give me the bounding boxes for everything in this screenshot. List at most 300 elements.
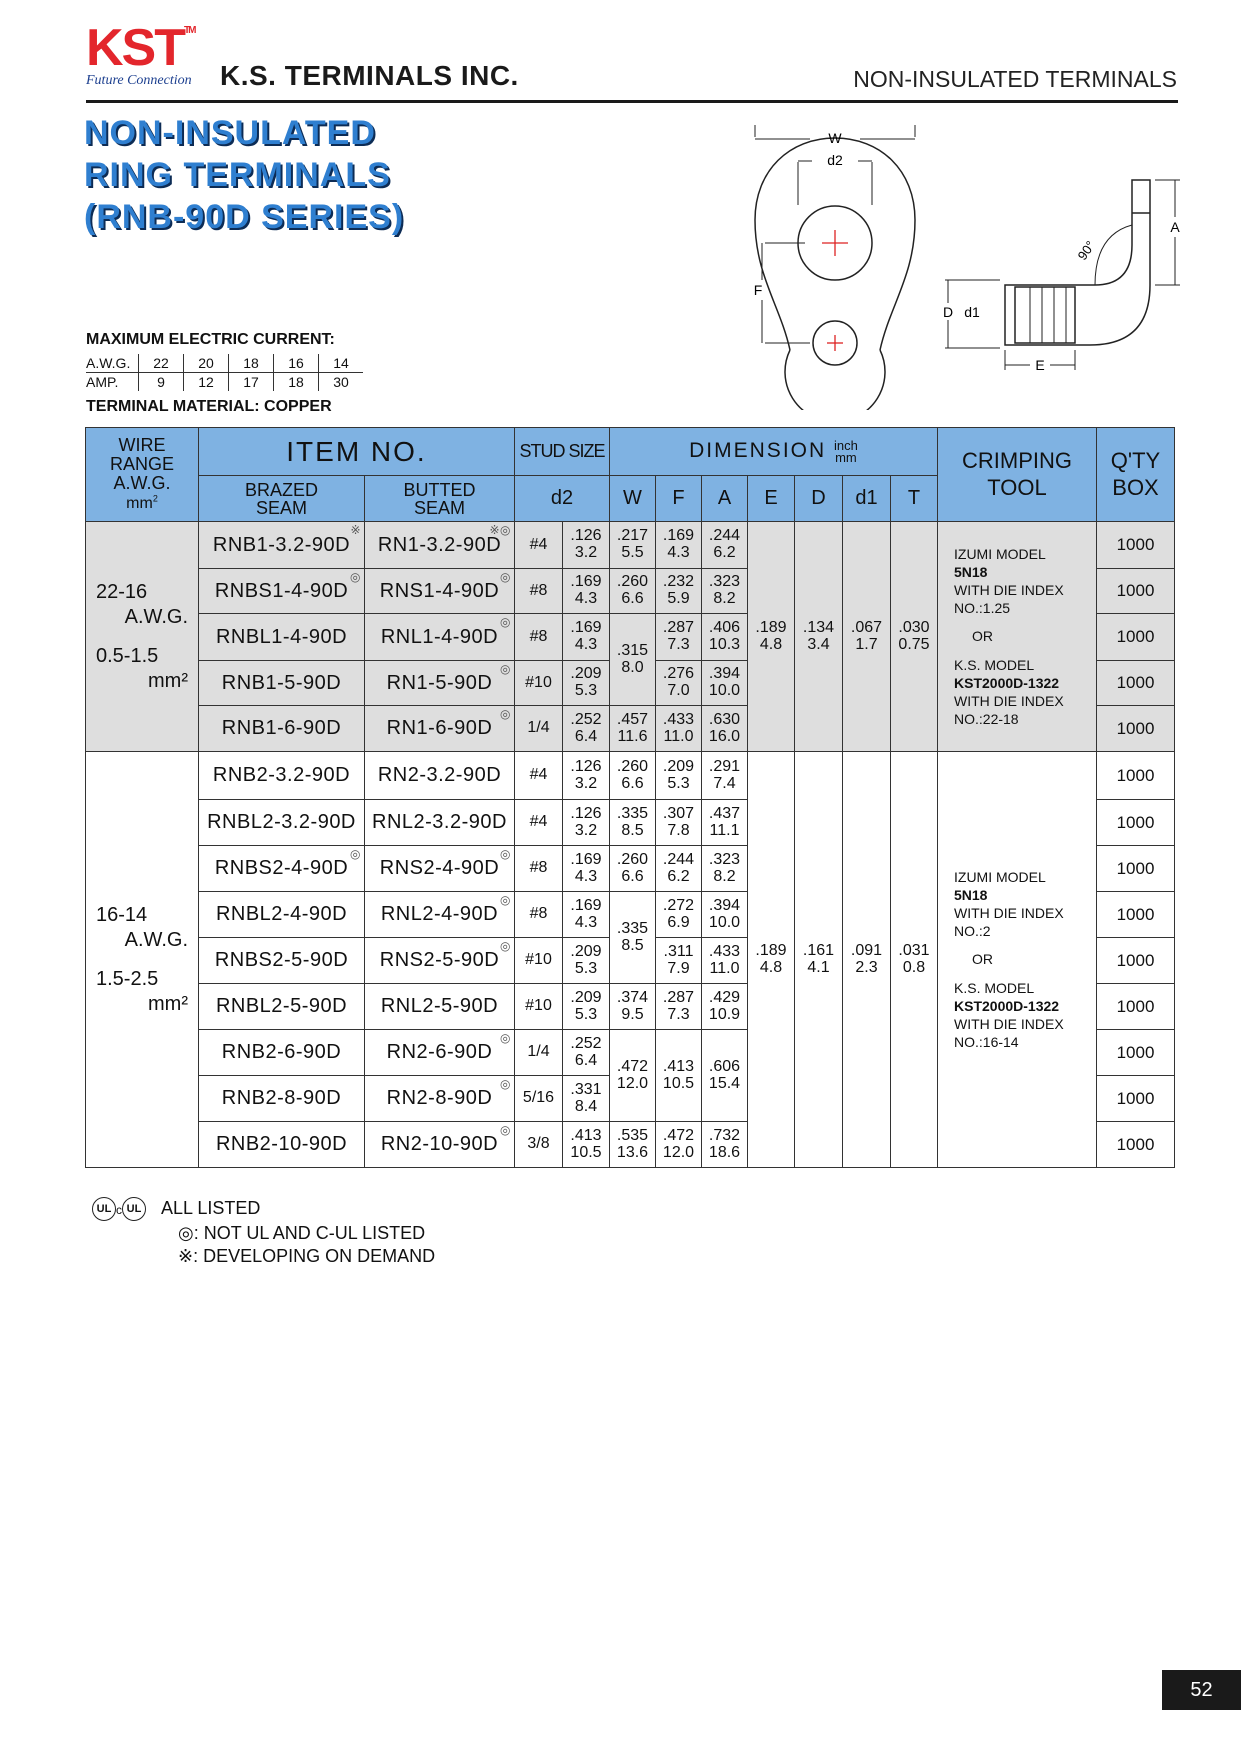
cul-c: c <box>116 1203 122 1217</box>
dim-inch: .260 <box>616 850 649 868</box>
awg-unit: A.W.G. <box>124 605 188 628</box>
item-mark: ◎ <box>500 893 511 907</box>
dim-inch: .433 <box>662 710 695 728</box>
dim-mm: 7.0 <box>667 682 690 699</box>
dim-mm: 6.2 <box>713 544 736 561</box>
dim-inch: .209 <box>570 988 602 1006</box>
dim-mm: 9.5 <box>621 1005 644 1023</box>
label-w: W <box>828 130 842 146</box>
dim-inch: .134 <box>802 618 835 636</box>
dim-inch: .335 <box>616 804 649 822</box>
a-value <box>702 846 748 892</box>
d1-value <box>843 752 891 1168</box>
dim-inch: .406 <box>708 619 741 637</box>
product-table <box>85 427 1175 1168</box>
a-value <box>702 706 748 752</box>
f-value <box>656 938 702 984</box>
mm-unit: mm² <box>148 669 188 692</box>
header-d2: d2 <box>515 476 610 522</box>
w-value <box>610 800 656 846</box>
d2-value <box>563 892 610 938</box>
stud-size: #8 <box>515 569 563 614</box>
a-value <box>702 800 748 846</box>
dim-inch: .630 <box>708 710 741 728</box>
qty-box: 1000 <box>1097 706 1175 752</box>
d2-value <box>563 938 610 984</box>
qty-box: 1000 <box>1097 800 1175 846</box>
qty-box: 1000 <box>1097 752 1175 800</box>
dim-mm: 6.9 <box>667 913 690 931</box>
item-mark: ◎ <box>350 570 361 584</box>
dim-inch: .291 <box>708 757 741 775</box>
dim-inch: .331 <box>570 1080 602 1098</box>
dim-inch: .209 <box>570 942 602 960</box>
dim-mm: 3.2 <box>574 544 598 561</box>
dim-inch: .169 <box>570 850 602 868</box>
dim-mm: 5.3 <box>574 959 598 977</box>
item-mark: ◎ <box>500 570 511 584</box>
butted-item: RNS2-5-90D ◎ <box>365 938 515 984</box>
d2-value <box>563 1076 610 1122</box>
page-title <box>84 112 404 238</box>
title-line-2: RING TERMINALS <box>84 156 391 194</box>
dim-inch: .335 <box>616 919 649 937</box>
header-brazed-seam: BRAZED SEAM <box>199 476 365 522</box>
awg-value: 20 <box>184 354 229 373</box>
item-mark: ◎ <box>500 1123 511 1137</box>
stud-size: #8 <box>515 846 563 892</box>
dim-mm: 11.1 <box>709 821 740 839</box>
dim-inch: .287 <box>662 619 695 637</box>
butted-item: RN2-6-90D ◎ <box>365 1030 515 1076</box>
dim-inch: .244 <box>662 850 695 868</box>
dim-mm: 18.6 <box>708 1143 741 1161</box>
d2-value <box>563 1122 610 1168</box>
a-value <box>702 1122 748 1168</box>
w-value <box>610 569 656 614</box>
tool-line: 5N18 <box>954 563 988 580</box>
d2-value <box>563 569 610 614</box>
dim-inch: .126 <box>570 804 602 822</box>
dim-inch: .413 <box>570 1126 602 1144</box>
dim-mm: 3.2 <box>574 821 598 839</box>
brazed-item: RNB1-5-90D <box>199 661 365 706</box>
legend-not-ul <box>92 1222 435 1245</box>
tool-line: IZUMI MODEL <box>954 545 1046 562</box>
qty-box: 1000 <box>1097 614 1175 661</box>
item-mark: ◎ <box>500 939 511 953</box>
butted-item: RN1-3.2-90D ※◎ <box>365 522 515 569</box>
label-e: E <box>1035 357 1045 373</box>
butted-item: RNL2-5-90D <box>365 984 515 1030</box>
amp-value: 9 <box>139 373 184 392</box>
w-value <box>610 984 656 1030</box>
awg-value: 16 <box>274 354 319 373</box>
tool-line: OR <box>972 628 993 645</box>
tool-line: NO.:22-18 <box>954 711 1019 728</box>
dim-inch: .535 <box>616 1126 649 1144</box>
dim-inch: .209 <box>570 665 602 683</box>
dim-mm: 8.2 <box>713 590 736 607</box>
dim-mm: 7.3 <box>667 1005 690 1023</box>
stud-size: 5/16 <box>515 1076 563 1122</box>
awg-value: 22 <box>139 354 184 373</box>
dim-mm: 7.8 <box>667 821 690 839</box>
butted-item: RN1-6-90D ◎ <box>365 706 515 752</box>
tagline: Future Connection <box>86 73 192 88</box>
header-f: F <box>656 476 702 522</box>
legend-ul <box>92 1197 435 1222</box>
dim-inch: .323 <box>708 850 741 868</box>
f-value <box>656 522 702 569</box>
header-wire-range: WIRE RANGE A.W.G. $mm^2$ <box>86 428 199 522</box>
legend-all-listed: ALL LISTED <box>161 1198 261 1218</box>
d2-value <box>563 1030 610 1076</box>
dim-mm: 4.3 <box>574 913 598 931</box>
dim-inch: .031 <box>898 941 930 959</box>
qty-box: 1000 <box>1097 938 1175 984</box>
dim-mm: 2.3 <box>855 958 878 976</box>
dim-mm: 8.5 <box>621 936 644 954</box>
mm-range: 0.5-1.5 <box>96 644 159 667</box>
brazed-item: RNBL2-4-90D <box>199 892 365 938</box>
label-d1: d1 <box>964 304 980 320</box>
tool-line: WITH DIE INDEX <box>954 1015 1064 1032</box>
wire-range <box>86 522 199 752</box>
dim-mm: 15.4 <box>708 1074 741 1092</box>
dim-inch: .323 <box>708 573 741 591</box>
company-name: K.S. TERMINALS INC. <box>220 60 519 91</box>
qty-box: 1000 <box>1097 846 1175 892</box>
header-e: E <box>748 476 795 522</box>
dim-mm: 0.75 <box>898 635 930 653</box>
dim-inch: .169 <box>662 527 695 545</box>
tool-line: K.S. MODEL <box>954 656 1035 673</box>
dim-mm: 12.0 <box>616 1074 649 1092</box>
ul-icon: UL <box>92 1197 116 1221</box>
e-value <box>748 752 795 1168</box>
dim-mm: 5.3 <box>667 774 690 792</box>
tool-line: WITH DIE INDEX <box>954 905 1064 922</box>
header-d1: d1 <box>843 476 891 522</box>
crimping-tool <box>938 752 1097 1168</box>
t-value <box>891 752 938 1168</box>
dim-inch: .030 <box>898 618 930 636</box>
header-d: D <box>795 476 843 522</box>
dim-mm: 4.3 <box>574 867 598 885</box>
dim-inch: .394 <box>708 896 741 914</box>
dim-inch: .606 <box>708 1057 741 1075</box>
dim-inch: .067 <box>850 618 883 636</box>
a-value <box>702 522 748 569</box>
dim-mm: 0.8 <box>902 958 926 976</box>
table-row <box>86 522 1175 569</box>
asterisk-icon: ※: <box>178 1246 199 1266</box>
dim-mm: 11.6 <box>617 727 648 745</box>
item-mark: ◎ <box>500 1031 511 1045</box>
dim-mm: 10.5 <box>570 1143 602 1161</box>
w-value <box>610 1030 656 1122</box>
dim-inch: .413 <box>662 1057 695 1075</box>
awg-range: 16-14 <box>96 903 148 926</box>
stud-size: #8 <box>515 614 563 661</box>
dim-mm: 10.0 <box>708 682 741 699</box>
wire-range <box>86 752 199 1168</box>
dim-inch: .457 <box>616 710 649 728</box>
tool-line: KST2000D-1322 <box>954 674 1060 691</box>
e-value <box>748 522 795 752</box>
butted-item: RNL1-4-90D ◎ <box>365 614 515 661</box>
header-qty-box: Q'TY BOX <box>1097 428 1175 522</box>
amp-value: 12 <box>184 373 229 392</box>
t-value <box>891 522 938 752</box>
amp-label: AMP. <box>86 374 119 390</box>
dim-inch: .169 <box>570 896 602 914</box>
a-value <box>702 938 748 984</box>
stud-size: #10 <box>515 938 563 984</box>
brazed-item: RNB2-8-90D <box>199 1076 365 1122</box>
dim-inch: .272 <box>662 896 695 914</box>
cul-icon: UL <box>122 1197 146 1221</box>
dim-inch: .315 <box>616 641 649 659</box>
unit-mm: mm <box>835 449 857 465</box>
brazed-item: RNBS1-4-90D ◎ <box>199 569 365 614</box>
dim-mm: 4.1 <box>807 958 830 976</box>
dim-mm: 6.4 <box>574 727 598 745</box>
butted-item: RN2-8-90D ◎ <box>365 1076 515 1122</box>
amp-value: 30 <box>319 373 364 392</box>
dim-mm: 7.9 <box>667 959 690 977</box>
f-value <box>656 569 702 614</box>
dim-inch: .472 <box>616 1057 649 1075</box>
brazed-item: RNB1-6-90D <box>199 706 365 752</box>
dim-mm: 4.8 <box>759 958 783 976</box>
qty-box: 1000 <box>1097 522 1175 569</box>
unit-inch: inch <box>834 437 858 453</box>
qty-box: 1000 <box>1097 984 1175 1030</box>
qty-box: 1000 <box>1097 892 1175 938</box>
dim-inch: .091 <box>850 941 883 959</box>
dim-inch: .252 <box>570 710 602 728</box>
a-value <box>702 614 748 661</box>
dim-mm: 4.3 <box>667 544 690 561</box>
dim-inch: .260 <box>616 757 649 775</box>
title-line-1: NON-INSULATED <box>84 114 376 152</box>
a-value <box>702 1030 748 1122</box>
dim-mm: 1.7 <box>855 635 878 653</box>
a-value <box>702 752 748 800</box>
label-a: A <box>1170 219 1180 235</box>
dim-mm: 11.0 <box>709 959 740 977</box>
awg-value: 18 <box>229 354 274 373</box>
butted-item: RNL2-4-90D ◎ <box>365 892 515 938</box>
tool-line: KST2000D-1322 <box>954 997 1060 1014</box>
stud-size: #10 <box>515 661 563 706</box>
d1-value <box>843 522 891 752</box>
brazed-item: RNBL1-4-90D <box>199 614 365 661</box>
material: TERMINAL MATERIAL: COPPER <box>86 398 332 415</box>
dim-inch: .437 <box>708 804 741 822</box>
w-value <box>610 706 656 752</box>
dim-mm: 6.6 <box>621 774 644 792</box>
dim-inch: .732 <box>708 1126 741 1144</box>
section-title: NON-INSULATED TERMINALS <box>853 66 1177 92</box>
dim-inch: .287 <box>662 988 695 1006</box>
stud-size: #4 <box>515 522 563 569</box>
d2-value <box>563 800 610 846</box>
dim-mm: 10.5 <box>662 1074 695 1092</box>
dim-mm: 3.2 <box>574 774 598 792</box>
brazed-item: RNB2-3.2-90D <box>199 752 365 800</box>
f-value <box>656 614 702 661</box>
brand-logo: KST™ <box>86 19 195 77</box>
butted-item: RNS2-4-90D ◎ <box>365 846 515 892</box>
dim-inch: .189 <box>755 618 787 636</box>
w-value <box>610 892 656 984</box>
header-crimping-tool: CRIMPING TOOL <box>938 428 1097 522</box>
d2-value <box>563 706 610 752</box>
legend <box>92 1197 435 1268</box>
dim-inch: .311 <box>663 942 694 960</box>
tool-line: IZUMI MODEL <box>954 868 1046 885</box>
butted-item: RN2-3.2-90D <box>365 752 515 800</box>
dim-inch: .429 <box>708 988 741 1006</box>
dim-inch: .374 <box>616 988 649 1006</box>
w-value <box>610 522 656 569</box>
dim-inch: .169 <box>570 573 602 591</box>
dim-inch: .209 <box>662 757 695 775</box>
dim-mm: 10.3 <box>708 636 741 653</box>
dim-mm: 6.6 <box>621 867 644 885</box>
tool-line: WITH DIE INDEX <box>954 692 1064 709</box>
f-value <box>656 661 702 706</box>
dim-mm: 7.4 <box>713 774 736 792</box>
f-value <box>656 1122 702 1168</box>
current-table <box>86 354 363 391</box>
dim-mm: 6.2 <box>667 867 690 885</box>
label-d: D <box>942 304 954 320</box>
tool-line: K.S. MODEL <box>954 979 1035 996</box>
header-dimension <box>610 428 938 476</box>
mm-range: 1.5-2.5 <box>96 967 159 990</box>
label-d2: d2 <box>827 152 843 168</box>
dim-inch: .307 <box>662 804 695 822</box>
dim-inch: .472 <box>662 1126 695 1144</box>
dim-inch: .232 <box>662 573 695 591</box>
dim-mm: 8.0 <box>621 658 644 676</box>
dim-inch: .276 <box>662 665 695 683</box>
amp-value: 17 <box>229 373 274 392</box>
dim-mm: 3.4 <box>807 635 830 653</box>
trademark: TM <box>184 25 195 36</box>
butted-item: RN1-5-90D ◎ <box>365 661 515 706</box>
dim-inch: .126 <box>570 527 602 545</box>
dim-inch: .433 <box>708 942 741 960</box>
dim-mm: 5.3 <box>574 1005 598 1023</box>
d-value <box>795 752 843 1168</box>
qty-box: 1000 <box>1097 1122 1175 1168</box>
double-circle-icon: ◎: <box>178 1223 199 1243</box>
dim-mm: 4.3 <box>574 636 598 653</box>
dim-mm: 6.4 <box>574 1051 598 1069</box>
stud-size: #4 <box>515 752 563 800</box>
awg-label: A.W.G. <box>86 354 139 373</box>
qty-box: 1000 <box>1097 661 1175 706</box>
butted-item: RNL2-3.2-90D <box>365 800 515 846</box>
w-value <box>610 614 656 706</box>
dim-inch: .260 <box>616 573 649 591</box>
current-title: MAXIMUM ELECTRIC CURRENT: <box>86 331 335 348</box>
crimping-tool <box>938 522 1097 752</box>
dim-inch: .126 <box>570 757 602 775</box>
item-mark: ※◎ <box>489 523 511 537</box>
dim-inch: .169 <box>570 619 602 637</box>
label-f: F <box>753 282 763 298</box>
w-value <box>610 846 656 892</box>
amp-value: 18 <box>274 373 319 392</box>
header-t: T <box>891 476 938 522</box>
a-value <box>702 661 748 706</box>
dim-inch: .244 <box>708 527 741 545</box>
legend-developing <box>92 1245 435 1268</box>
d2-value <box>563 661 610 706</box>
dim-mm: 5.3 <box>574 682 598 699</box>
d2-value <box>563 846 610 892</box>
d2-value <box>563 614 610 661</box>
awg-range: 22-16 <box>96 580 148 603</box>
item-mark: ◎ <box>500 615 511 629</box>
butted-item: RNS1-4-90D ◎ <box>365 569 515 614</box>
dim-mm: 4.8 <box>759 635 783 653</box>
butted-item: RN2-10-90D ◎ <box>365 1122 515 1168</box>
d2-value <box>563 522 610 569</box>
brazed-item: RNB2-10-90D <box>199 1122 365 1168</box>
tool-line: NO.:16-14 <box>954 1034 1019 1051</box>
terminal-diagram <box>750 125 1190 410</box>
dim-mm: 12.0 <box>662 1143 695 1161</box>
dim-mm: 8.2 <box>713 867 736 885</box>
mm-unit: mm² <box>148 992 188 1015</box>
dim-inch: .394 <box>708 665 741 683</box>
dim-mm: 16.0 <box>708 727 741 745</box>
qty-box: 1000 <box>1097 569 1175 614</box>
f-value <box>656 800 702 846</box>
tool-line: NO.:1.25 <box>954 600 1011 617</box>
a-value <box>702 892 748 938</box>
legend-not-ul-text: NOT UL AND C-UL LISTED <box>203 1223 426 1243</box>
brazed-item: RNBS2-5-90D <box>199 938 365 984</box>
dimension-label: DIMENSION <box>689 439 827 463</box>
brazed-item: RNB2-6-90D <box>199 1030 365 1076</box>
f-value <box>656 752 702 800</box>
header-item-no: ITEM NO. <box>199 428 515 476</box>
item-mark: ◎ <box>350 847 361 861</box>
brazed-item: RNBL2-5-90D <box>199 984 365 1030</box>
dim-mm: 10.9 <box>708 1005 741 1023</box>
item-mark: ◎ <box>500 662 511 676</box>
stud-size: 3/8 <box>515 1122 563 1168</box>
item-mark: ◎ <box>500 707 511 721</box>
d-value <box>795 522 843 752</box>
d2-value <box>563 752 610 800</box>
stud-size: #8 <box>515 892 563 938</box>
header-w: W <box>610 476 656 522</box>
a-value <box>702 569 748 614</box>
f-value <box>656 706 702 752</box>
item-mark: ◎ <box>500 1077 511 1091</box>
header-stud-size: STUD SIZE <box>515 428 610 476</box>
header-a: A <box>702 476 748 522</box>
